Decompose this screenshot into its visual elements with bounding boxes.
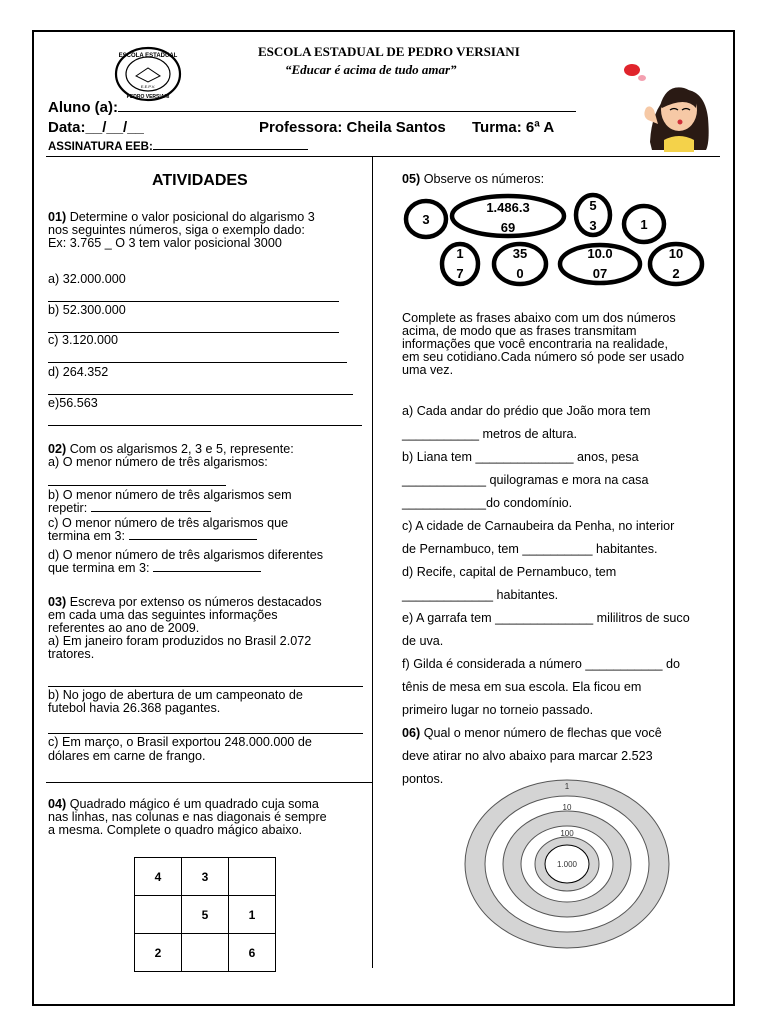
circled-number-2: 07 bbox=[592, 266, 608, 281]
circled-number: 10.0 bbox=[587, 246, 613, 261]
q4-line-2: nas linhas, nas colunas e nas diagonais é sempre bbox=[48, 810, 327, 824]
magic-cell[interactable] bbox=[229, 858, 276, 896]
q1-answer-line-a[interactable] bbox=[48, 301, 339, 302]
q2-answer-line-b[interactable] bbox=[91, 511, 211, 512]
ring-label: 1 bbox=[564, 782, 570, 791]
teacher-avatar bbox=[622, 62, 716, 152]
q5-item-e-2: de uva. bbox=[402, 634, 444, 648]
q1-answer-line-e[interactable] bbox=[48, 425, 362, 426]
q3-item-a: a) Em janeiro foram produzidos no Brasil 2.072 bbox=[48, 634, 312, 648]
activities-title: ATIVIDADES bbox=[152, 172, 248, 189]
school-motto: “Educar é acima de tudo amar” bbox=[285, 62, 457, 77]
q3-line-1: 03) Escreva por extenso os números destacados bbox=[48, 595, 322, 609]
school-logo bbox=[114, 46, 182, 102]
q5-intro-2: acima, de modo que as frases transmitam bbox=[402, 324, 637, 338]
q5-item-b-2[interactable]: ____________ quilogramas e mora na casa bbox=[402, 473, 649, 487]
q5-intro-4: em seu cotidiano.Cada número só pode ser usado bbox=[402, 350, 685, 364]
ring-label: 10 bbox=[562, 803, 572, 812]
q1-item-e: e)56.563 bbox=[48, 396, 98, 410]
q5-item-c-2[interactable]: de Pernambuco, tem __________ habitantes. bbox=[402, 542, 658, 556]
q5-intro-1: Complete as frases abaixo com um dos números bbox=[402, 311, 676, 325]
q1-example: Ex: 3.765 _ O 3 tem valor posicional 3000 bbox=[48, 236, 282, 250]
magic-square bbox=[134, 857, 276, 972]
q3-number: 03) bbox=[48, 595, 67, 609]
q6-number: 06) bbox=[402, 726, 421, 740]
header-divider bbox=[46, 156, 720, 157]
q3-answer-line-b[interactable] bbox=[48, 733, 363, 734]
student-name-row bbox=[48, 99, 576, 116]
student-label: Aluno (a): bbox=[48, 99, 118, 116]
q5-line-1: 05) Observe os números: bbox=[402, 172, 545, 186]
q1-line-2: nos seguintes números, siga o exemplo dado: bbox=[48, 223, 305, 237]
logo-text-center: E.E.P.V. bbox=[140, 84, 156, 89]
student-name-field[interactable] bbox=[118, 111, 576, 112]
q1-line-1: 01) Determine o valor posicional do algarismo 3 bbox=[48, 210, 315, 224]
class-name: Turma: 6ª A bbox=[472, 119, 555, 136]
circled-number: 35 bbox=[512, 246, 528, 261]
q3-item-a-2: tratores. bbox=[48, 647, 95, 661]
q2-line-1: 02) Com os algarismos 2, 3 e 5, represente: bbox=[48, 442, 294, 456]
ring-label: 100 bbox=[560, 829, 574, 838]
q3-line-3: referentes ao ano de 2009. bbox=[48, 621, 200, 635]
magic-cell[interactable]: 2 bbox=[135, 934, 182, 972]
signature-label: ASSINATURA EEB: bbox=[48, 141, 153, 153]
q6-line-2: deve atirar no alvo abaixo para marcar 2.523 bbox=[402, 749, 653, 763]
q1-item-a: a) 32.000.000 bbox=[48, 272, 126, 286]
logo-text-bottom: PEDRO VERSIANI bbox=[126, 94, 170, 100]
q5-item-f[interactable]: f) Gilda é considerada a número ___________ do bbox=[402, 657, 680, 671]
date-row bbox=[48, 119, 144, 136]
q1-item-b: b) 52.300.000 bbox=[48, 303, 126, 317]
q2-item-d-2: que termina em 3: bbox=[48, 562, 261, 575]
circled-number: 1.486.3 bbox=[486, 200, 530, 215]
q1-answer-line-c[interactable] bbox=[48, 362, 347, 363]
q2-item-c-2: termina em 3: bbox=[48, 530, 257, 543]
circled-number: 1 bbox=[456, 246, 464, 261]
q5-item-f-2: tênis de mesa em sua escola. Ela ficou em bbox=[402, 680, 642, 694]
circled-numbers bbox=[400, 190, 720, 290]
logo-text-top: ESCOLA ESTADUAL bbox=[118, 53, 178, 59]
column-divider bbox=[372, 157, 373, 968]
q1-item-d: d) 264.352 bbox=[48, 365, 109, 379]
school-name: ESCOLA ESTADUAL DE PEDRO VERSIANI bbox=[258, 44, 520, 59]
circled-number: 3 bbox=[422, 212, 430, 227]
signature-field[interactable] bbox=[153, 149, 308, 150]
q5-item-e[interactable]: e) A garrafa tem ______________ mililitros de suco bbox=[402, 611, 690, 625]
q3-item-c: c) Em março, o Brasil exportou 248.000.000 de bbox=[48, 735, 312, 749]
q5-item-a: a) Cada andar do prédio que João mora tem bbox=[402, 404, 651, 418]
magic-cell[interactable]: 1 bbox=[229, 896, 276, 934]
q3-line-2: em cada uma das seguintes informações bbox=[48, 608, 278, 622]
q2-answer-line-c[interactable] bbox=[129, 539, 257, 540]
q2-item-a: a) O menor número de três algarismos: bbox=[48, 455, 268, 469]
q2-item-b: b) O menor número de três algarismos sem bbox=[48, 488, 292, 502]
q5-intro-3: informações que você encontraria na realidade, bbox=[402, 337, 669, 351]
q5-item-d-2[interactable]: _____________ habitantes. bbox=[402, 588, 559, 602]
magic-cell[interactable]: 5 bbox=[182, 896, 229, 934]
q2-item-d: d) O menor número de três algarismos diferentes bbox=[48, 548, 324, 562]
teacher-name: Professora: Cheila Santos bbox=[259, 119, 446, 136]
q3-answer-line-a[interactable] bbox=[48, 686, 363, 687]
q3-item-c-2: dólares em carne de frango. bbox=[48, 749, 206, 763]
circled-number: 5 bbox=[589, 198, 597, 213]
circled-number: 10 bbox=[668, 246, 684, 261]
magic-cell[interactable]: 3 bbox=[182, 858, 229, 896]
q2-number: 02) bbox=[48, 442, 67, 456]
date-field[interactable]: __/__/__ bbox=[85, 119, 144, 136]
q2-answer-line-d[interactable] bbox=[153, 571, 261, 572]
q3-answer-line-c[interactable] bbox=[46, 782, 373, 783]
circled-number-2: 0 bbox=[516, 266, 524, 281]
q2-item-b-2: repetir: bbox=[48, 502, 211, 515]
q1-answer-line-d[interactable] bbox=[48, 394, 353, 395]
q5-item-f-3: primeiro lugar no torneio passado. bbox=[402, 703, 594, 717]
circled-number-2: 2 bbox=[672, 266, 680, 281]
magic-cell[interactable] bbox=[135, 896, 182, 934]
magic-cell[interactable]: 6 bbox=[229, 934, 276, 972]
ring-label: 1.000 bbox=[556, 860, 578, 869]
q3-item-b: b) No jogo de abertura de um campeonato de bbox=[48, 688, 303, 702]
q2-answer-line-a[interactable] bbox=[48, 485, 226, 486]
q6-line-1: 06) Qual o menor número de flechas que você bbox=[402, 726, 662, 740]
circled-number: 1 bbox=[640, 217, 648, 232]
q1-number: 01) bbox=[48, 210, 67, 224]
circled-number-2: 3 bbox=[589, 218, 597, 233]
q5-number: 05) bbox=[402, 172, 421, 186]
magic-cell[interactable] bbox=[182, 934, 229, 972]
q5-item-a-2[interactable]: ___________ metros de altura. bbox=[402, 427, 578, 441]
q5-intro-5: uma vez. bbox=[402, 363, 454, 377]
circled-number-2: 69 bbox=[500, 220, 516, 235]
q6-line-3: pontos. bbox=[402, 772, 444, 786]
q2-item-c: c) O menor número de três algarismos que bbox=[48, 516, 289, 530]
q5-item-d: d) Recife, capital de Pernambuco, tem bbox=[402, 565, 617, 579]
q3-item-b-2: futebol havia 26.368 pagantes. bbox=[48, 701, 221, 715]
date-label: Data: bbox=[48, 119, 86, 136]
magic-cell[interactable]: 4 bbox=[135, 858, 182, 896]
q4-line-3: a mesma. Complete o quadro mágico abaixo. bbox=[48, 823, 303, 837]
q5-item-b-3[interactable]: ____________do condomínio. bbox=[402, 496, 573, 510]
q5-item-c: c) A cidade de Carnaubeira da Penha, no interior bbox=[402, 519, 675, 533]
q4-line-1: 04) Quadrado mágico é um quadrado cuja soma bbox=[48, 797, 319, 811]
q1-item-c: c) 3.120.000 bbox=[48, 333, 119, 347]
q5-item-b[interactable]: b) Liana tem ______________ anos, pesa bbox=[402, 450, 639, 464]
signature-row bbox=[48, 141, 308, 153]
q4-number: 04) bbox=[48, 797, 67, 811]
archery-target bbox=[463, 778, 671, 950]
circled-number-2: 7 bbox=[456, 266, 464, 281]
